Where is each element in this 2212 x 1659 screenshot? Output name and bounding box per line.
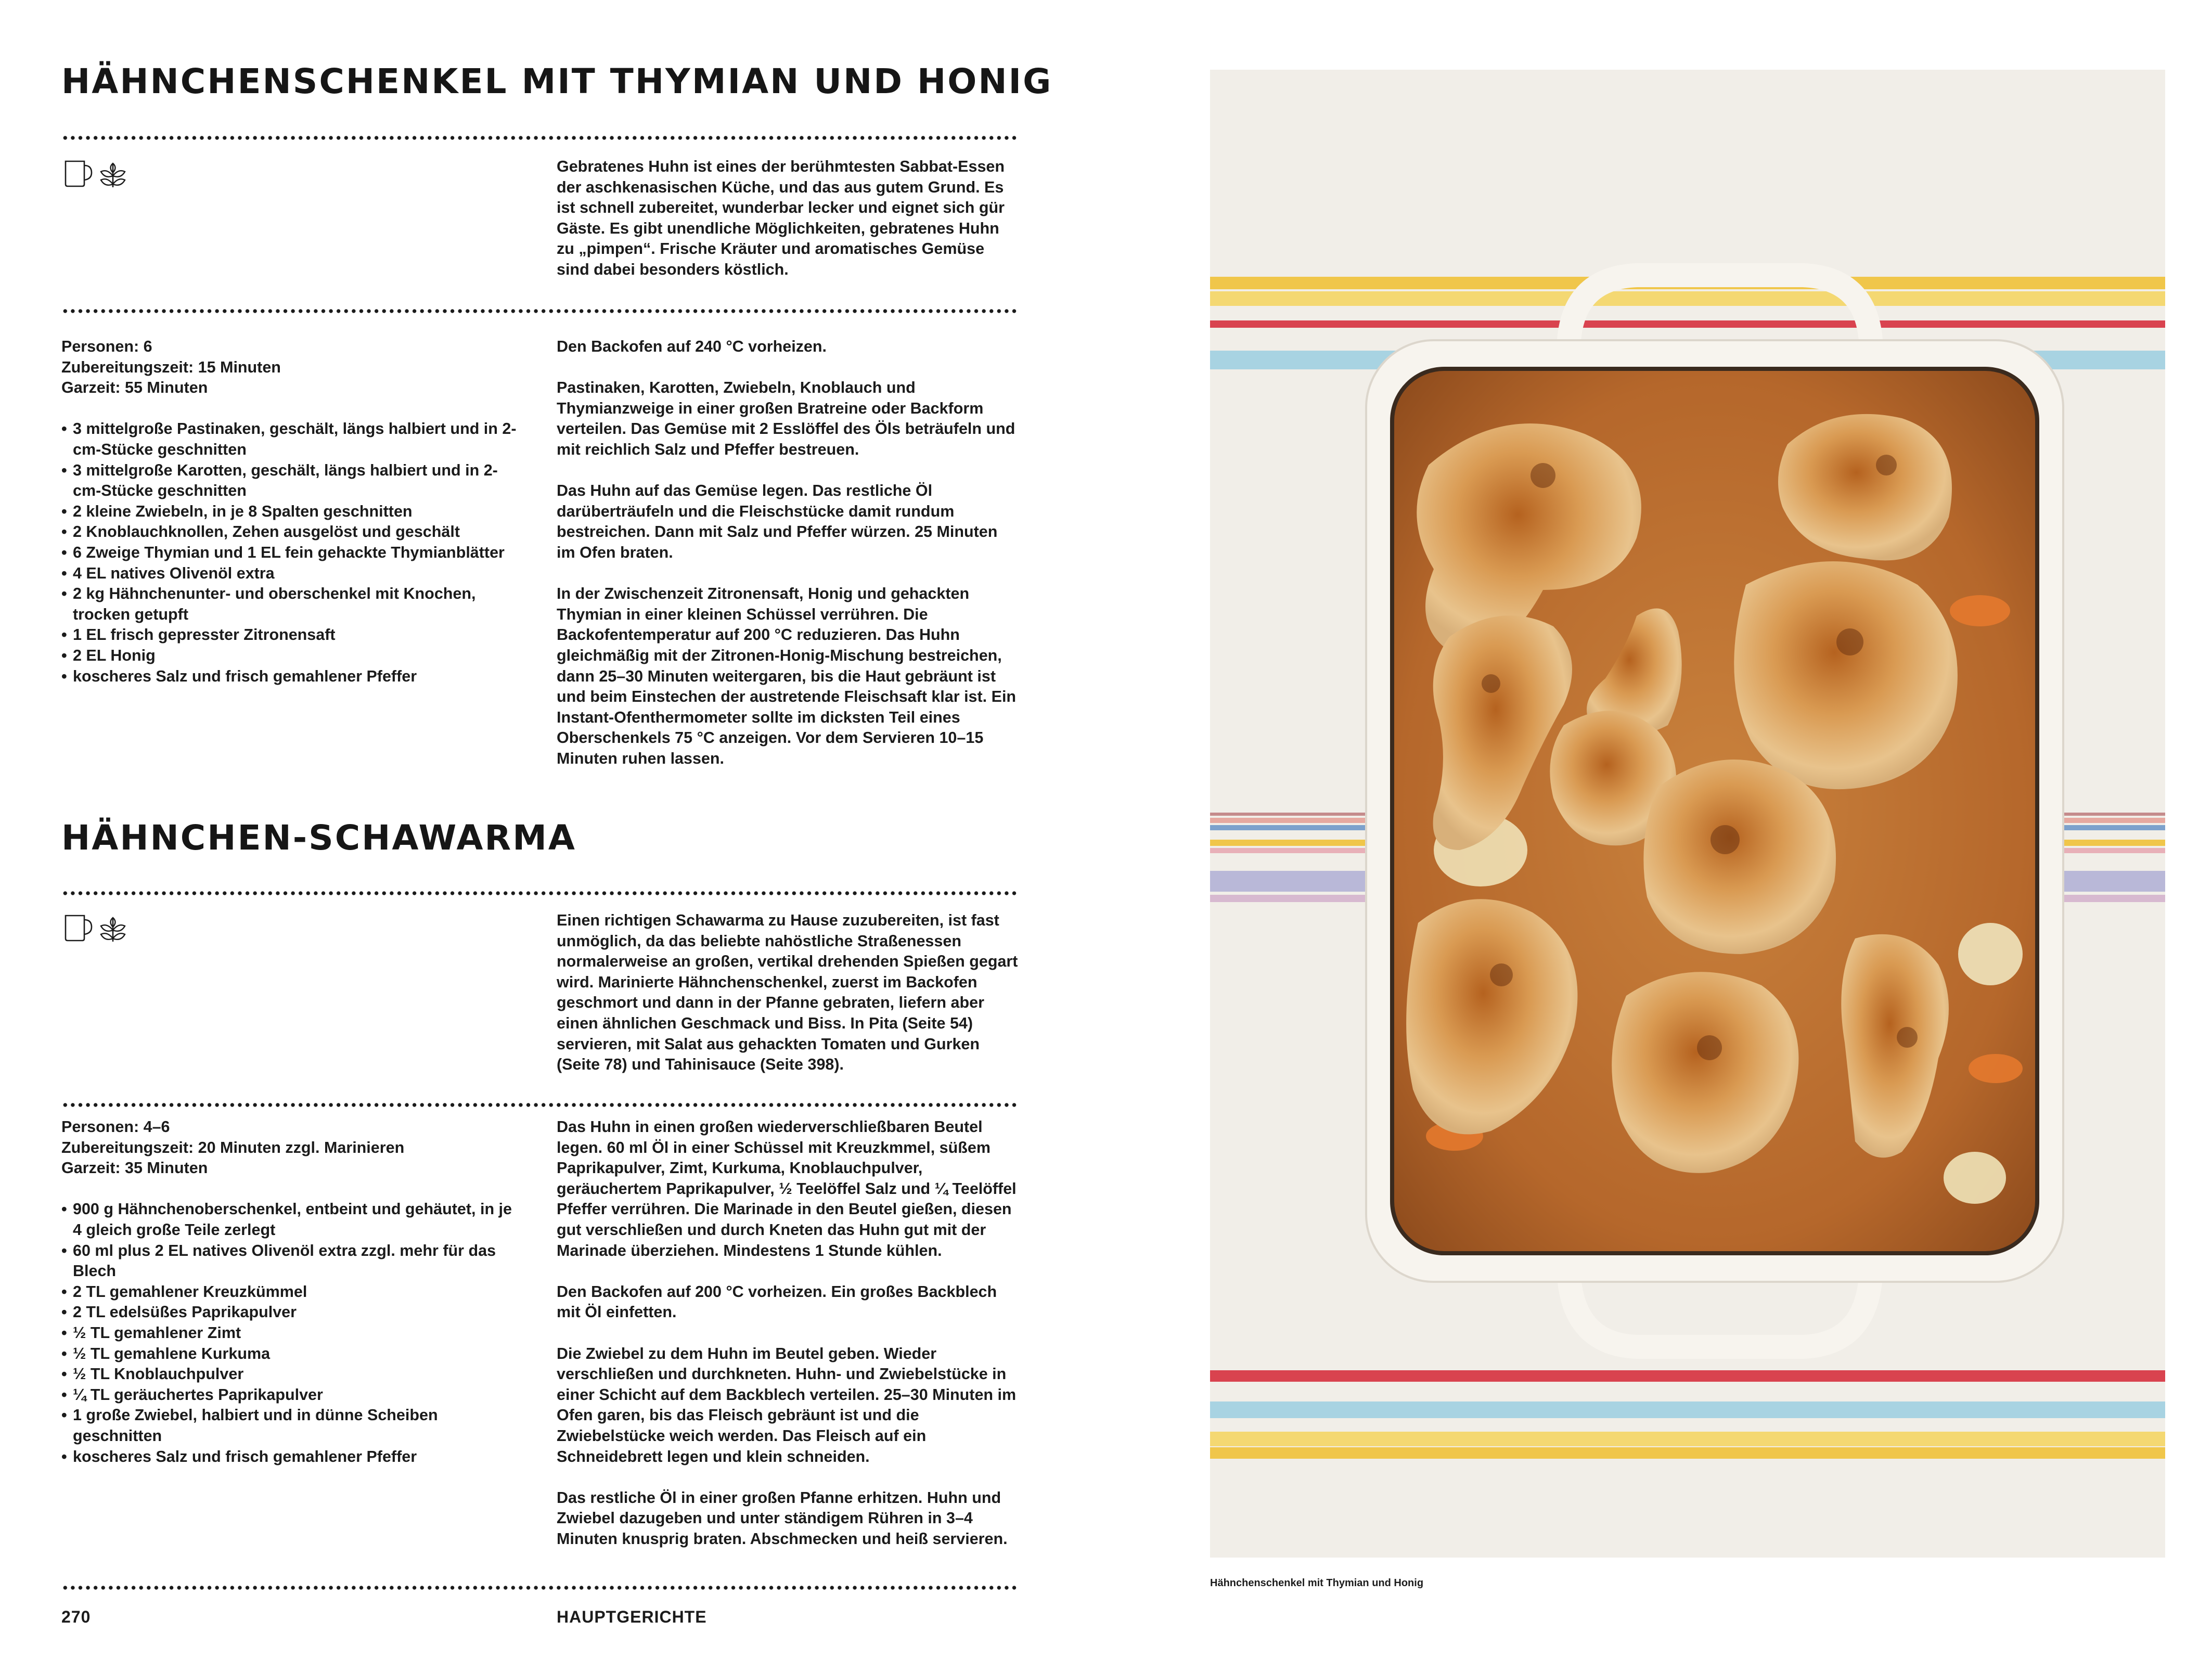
list-item: • 2 TL edelsüßes Paprikapulver xyxy=(61,1302,519,1323)
method-step: Das Huhn auf das Gemüse legen. Das restliche Öl darüberträufeln und die Fleischstücke damit rundum bestreichen. Dann mit Salz und Pfeffer würzen. 25 Minuten im Ofen braten. xyxy=(557,482,998,561)
method-step: Das Huhn in einen großen wiederverschließbaren Beutel legen. 60 ml Öl in einer Schüssel mit Kreuzkmmel, süßem Paprikapulver, Zimt, Kurkuma, Knoblauchpulver, geräuchertem Paprikapulver, ½ Teelöffel Salz und ¼ Teelöffel Pfeffer verrühren. Die Marinade in den Beutel gießen, diesen gut verschließen und durch Kneten das Huhn gut mit der Marinade überziehen. Mindestens 1 Stunde kühlen. xyxy=(557,1118,1017,1259)
list-item: • 4 EL natives Olivenöl extra xyxy=(61,563,519,584)
method-step: Den Backofen auf 200 °C vorheizen. Ein großes Backblech mit Öl einfetten. xyxy=(557,1282,997,1321)
method-step: In der Zwischenzeit Zitronensaft, Honig und gehackten Thymian in einer kleinen Schüssel verrühren. Die Backofentemperatur auf 200 °C reduzieren. Das Huhn gleichmäßig mit der Zitronen-Honig-Mischung bestreichen, dann 25–30 Minuten weitergaren, bis die Haut gebräunt ist und beim Einstechen der austretende Fleischsaft klar ist. Ein Instant-Ofenthermometer sollte im dicksten Teil eines Oberschenkels 75 °C anzeigen. Vor dem Servieren 10–15 Minuten ruhen lassen. xyxy=(557,585,1017,767)
list-item: • 6 Zweige Thymian und 1 EL fein gehackte Thymianblätter xyxy=(61,543,519,563)
measuring-cup-icon xyxy=(61,911,94,944)
list-item: • 900 g Hähnchenoberschenkel, entbeint und gehäutet, in je 4 gleich große Teile zerlegt xyxy=(61,1199,519,1240)
section-title: HAUPTGERICHTE xyxy=(557,1607,707,1626)
recipe-title: HÄHNCHEN-SCHAWARMA xyxy=(61,818,576,858)
dotted-divider xyxy=(61,309,1019,313)
measuring-cup-icon xyxy=(61,157,94,189)
dotted-divider xyxy=(61,1103,1019,1107)
list-item: • 3 mittelgroße Pastinaken, geschält, längs halbiert und in 2-cm-Stücke geschnitten xyxy=(61,419,519,460)
recipe-details xyxy=(61,337,519,687)
list-item: • ¼ TL geräuchertes Paprikapulver xyxy=(61,1385,519,1406)
ingredient-list xyxy=(61,1199,519,1467)
list-item: • 2 kleine Zwiebeln, in je 8 Spalten geschnitten xyxy=(61,501,519,522)
dotted-divider xyxy=(61,136,1019,140)
list-item: • 2 kg Hähnchenunter- und oberschenkel mit Knochen, trocken getupft xyxy=(61,584,519,625)
page-number: 270 xyxy=(61,1607,91,1626)
prep-time: Zubereitungszeit: 15 Minuten xyxy=(61,358,281,376)
recipe-title: HÄHNCHENSCHENKEL MIT THYMIAN UND HONIG xyxy=(61,61,1053,101)
recipe-photo xyxy=(1210,70,2165,1558)
list-item: • 1 große Zwiebel, halbiert und in dünne Scheiben geschnitten xyxy=(61,1405,519,1446)
recipe-icons xyxy=(61,157,127,189)
list-item: • 2 EL Honig xyxy=(61,646,519,666)
photo-caption: Hähnchenschenkel mit Thymian und Honig xyxy=(1210,1577,1424,1589)
leaf-icon xyxy=(99,911,127,944)
list-item: • ½ TL gemahlener Zimt xyxy=(61,1323,519,1344)
recipe-icons xyxy=(61,911,127,944)
recipe-intro: Einen richtigen Schawarma zu Hause zuzubereiten, ist fast unmöglich, da das beliebte nahöstliche Straßenessen normalerweise an großen, vertikal drehenden Spießen gegart wird. Marinierte Hähnchenschenkel, zuerst im Backofen geschmort und dann in der Pfanne gebraten, liefern aber einen ähnlichen Geschmack und Biss. In Pita (Seite 54) servieren, mit Salat aus gehackten Tomaten und Gurken (Seite 78) und Tahinisauce (Seite 398). xyxy=(557,911,1018,1074)
list-item: • 60 ml plus 2 EL natives Olivenöl extra zzgl. mehr für das Blech xyxy=(61,1241,519,1282)
list-item: • ½ TL gemahlene Kurkuma xyxy=(61,1344,519,1365)
servings: Personen: 4–6 xyxy=(61,1118,170,1136)
recipe-details xyxy=(61,1117,519,1467)
method-step: Die Zwiebel zu dem Huhn im Beutel geben. Wieder verschließen und durchkneten. Huhn- und Zwiebelstücke in einer Schicht auf dem Backblech verteilen. 25–30 Minuten im Ofen garen, bis das Fleisch gebräunt ist und die Zwiebelstücke weich werden. Das Fleisch auf ein Schneidebrett legen und klein schneiden. xyxy=(557,1344,1017,1465)
cook-time: Garzeit: 35 Minuten xyxy=(61,1159,208,1177)
list-item: • koscheres Salz und frisch gemahlener Pfeffer xyxy=(61,666,519,687)
roast-chicken-photo xyxy=(1210,70,2165,1558)
leaf-icon xyxy=(99,157,127,189)
recipe-intro: Gebratenes Huhn ist eines der berühmtesten Sabbat-Essen der aschkenasischen Küche, und das aus gutem Grund. Es ist schnell zubereitet, wunderbar lecker und eignet sich gür Gäste. Es gibt unendliche Möglichkeiten, gebratenes Huhn zu „pimpen“. Frische Kräuter und aromatisches Gemüse sind dabei besonders köstlich. xyxy=(557,158,1005,278)
method-steps xyxy=(557,1117,1020,1549)
method-step: Den Backofen auf 240 °C vorheizen. xyxy=(557,338,827,355)
list-item: • ½ TL Knoblauchpulver xyxy=(61,1364,519,1385)
cook-time: Garzeit: 55 Minuten xyxy=(61,379,208,397)
list-item: • 2 TL gemahlener Kreuzkümmel xyxy=(61,1282,519,1303)
dotted-divider xyxy=(61,1586,1019,1590)
method-step: Das restliche Öl in einer großen Pfanne erhitzen. Huhn und Zwiebel dazugeben und unter ständigem Rühren in 3–4 Minuten knusprig braten. Abschmecken und heiß servieren. xyxy=(557,1488,1008,1548)
servings: Personen: 6 xyxy=(61,338,152,355)
prep-time: Zubereitungszeit: 20 Minuten zzgl. Marinieren xyxy=(61,1138,405,1156)
ingredient-list xyxy=(61,419,519,687)
method-step: Pastinaken, Karotten, Zwiebeln, Knoblauch und Thymianzweige in einer großen Bratreine oder Backform verteilen. Das Gemüse mit 2 Esslöffel des Öls beträufeln und mit reichlich Salz und Pfeffer bestreuen. xyxy=(557,379,1015,458)
list-item: • 2 Knoblauchknollen, Zehen ausgelöst und geschält xyxy=(61,522,519,543)
dotted-divider xyxy=(61,891,1019,895)
method-steps xyxy=(557,337,1020,769)
list-item: • 1 EL frisch gepresster Zitronensaft xyxy=(61,625,519,646)
list-item: • koscheres Salz und frisch gemahlener Pfeffer xyxy=(61,1447,519,1468)
list-item: • 3 mittelgroße Karotten, geschält, längs halbiert und in 2-cm-Stücke geschnitten xyxy=(61,460,519,501)
